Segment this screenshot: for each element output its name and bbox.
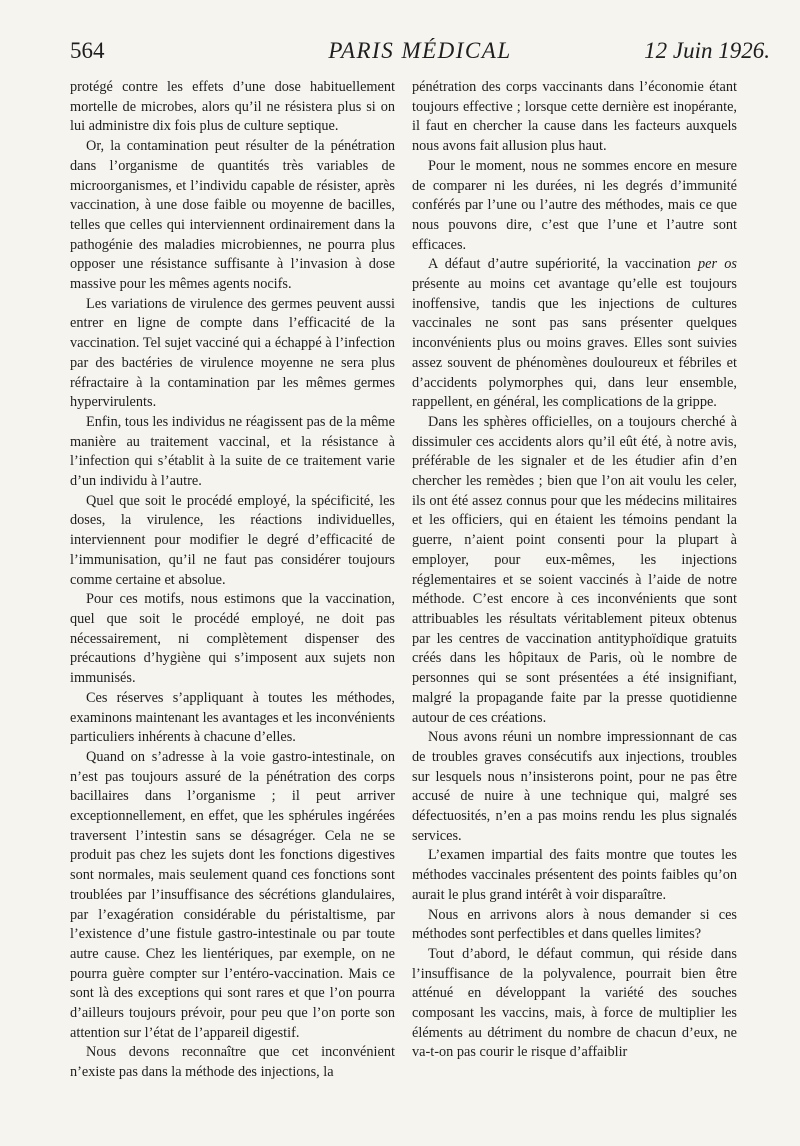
paragraph: Dans les sphères officielles, on a toujours cherché à dissimuler ces accidents alors qu’il eût été, à notre avis, préférable de les signaler et de les étudier afin d’en chercher les remèdes ; bien que l’on ait voulu les celer, ils ont été assez connus pour que les médecins militaires et les officiers, qui en étaient les témoins pendant la guerre, n’aient point consenti pour la plupart à employer, pour eux-mêmes, les injections réglementaires et se soient vaccinés à l’aide de notre méthode. C’est encore à ces inconvénients que sont attribuables les résultats véritablement piteux obtenus par les centres de vaccination antityphoïdique gratuits créés dans les hôpitaux de Paris, où le nombre de personnes qui se sont présentées a été insignifiant, malgré la propagande faite par la presse quotidienne autour de ces créations. [412, 413, 737, 726]
paragraph: pénétration des corps vaccinants dans l’économie étant toujours effective ; lorsque cette dernière est inopérante, il faut en chercher la cause dans les facteurs auxquels nous avons fait allusion plus haut. [412, 79, 737, 155]
paragraph: Les variations de virulence des germes peuvent aussi entrer en ligne de compte dans l’efficacité de la vaccination. Tel sujet vacciné qui a échappé à l’infection par des bactéries de virulence moyenne ne sera plus réfractaire à la contamination par les mêmes germes hypervirulents. [70, 295, 395, 411]
paragraph-per-os [412, 255, 737, 413]
paragraph: Pour le moment, nous ne sommes encore en mesure de comparer ni les durées, ni les degrés d’immunité conférés par l’une ou l’autre des méthodes, mais ce que nous pouvons dire, c’est que l’une et l’autre sont efficaces. [412, 157, 737, 253]
journal-title: PARIS MÉDICAL [328, 38, 512, 63]
left-column [70, 78, 395, 1083]
page-number: 564 [70, 38, 105, 63]
paragraph: Quel que soit le procédé employé, la spécificité, les doses, la virulence, les réactions individuelles, interviennent pour modifier le degré d’efficacité de l’immunisation, qu’il ne faut pas considérer toujours comme certaine et absolue. [70, 492, 395, 588]
paragraph: Or, la contamination peut résulter de la pénétration dans l’organisme de quantités très variables de microorganismes, et l’individu capable de résister, après vaccination, à une dose faible ou moyenne de bacilles, telles que celles qui interviennent ordinairement dans la pathogénie des maladies microbiennes, ne pourra plus opposer une résistance suffisante à l’invasion à dose massive pour les mêmes agents nocifs. [70, 138, 395, 293]
paragraph: Pour ces motifs, nous estimons que la vaccination, quel que soit le procédé employé, ne doit pas nécessairement, ni complètement dispenser des précautions d’hygiène qui s’imposent aux sujets non immunisés. [70, 591, 395, 687]
paragraph: Nous en arrivons alors à nous demander si ces méthodes sont perfectibles et dans quelles limites? [412, 906, 737, 943]
running-header [70, 38, 770, 78]
paragraph-rest: présente au moins cet avantage qu’elle est toujours inoffensive, tandis que les injections de cultures vaccinales ne sont pas sans présenter quelques inconvénients plus ou moins graves. Elles sont suivies assez souvent de phénomènes douloureux et fébriles et d’accidents polymorphes qui, dans leur ensemble, rappellent, en général, les complications de la grippe. [412, 276, 737, 411]
paragraph-lead: A défaut d’autre supériorité, la vaccination [428, 256, 698, 273]
issue-date: 12 Juin 1926. [644, 38, 770, 63]
right-column [412, 78, 737, 1063]
paragraph: Enfin, tous les individus ne réagissent pas de la même manière au traitement vaccinal, et la résistance à l’infection qui s’établit à la suite de ce traitement varie d’un individu à l’autre. [70, 413, 395, 490]
paragraph: L’examen impartial des faits montre que toutes les méthodes vaccinales présentent des points faibles qu’on aurait le plus grand intérêt à voir disparaître. [412, 847, 737, 903]
paragraph: Nous avons réuni un nombre impressionnant de cas de troubles graves consécutifs aux injections, troubles sur lesquels nous n’insisterons point, pour ne pas être accusé de nuire à une technique qui, malgré ses défectuosités, n’en a pas moins rendu les plus signalés services. [412, 729, 737, 844]
paragraph: Nous devons reconnaître que cet inconvénient n’existe pas dans la méthode des injections, la [70, 1044, 395, 1081]
paragraph: Ces réserves s’appliquant à toutes les méthodes, examinons maintenant les avantages et les inconvénients particuliers inhérents à chacune d’elles. [70, 689, 395, 746]
paragraph: Tout d’abord, le défaut commun, qui réside dans l’insuffisance de la polyvalence, pourrait bien être atténué en développant la variété des souches composant les vaccins, mais, à force de multiplier les éléments au détriment du nombre de chacun d’eux, ne va-t-on pas courir le risque d’affaiblir [412, 945, 737, 1061]
italic-term: per os [698, 256, 737, 273]
paragraph: protégé contre les effets d’une dose habituellement mortelle de microbes, alors qu’il ne résistera plus si on lui administre dix fois plus de culture septique. [70, 79, 395, 135]
paragraph: Quand on s’adresse à la voie gastro-intestinale, on n’est pas toujours assuré de la pénétration des corps bacillaires dans l’organisme ; il peut arriver exceptionnellement, en effet, que les sphérules ingérées traversent l’intestin sans se désagréger. Cela ne se produit pas chez les sujets dont les fonctions digestives sont normales, mais seulement quand ces fonctions sont troublées par l’insuffisance des sécrétions glandulaires, par l’exagération considérable du péristaltisme, par l’existence d’une fistule gastro-intestinale ou par toute autre cause. Chez les lientériques, par exemple, on ne pourra guère compter sur l’entéro-vaccination. Mais ce sont là des exceptions qui sont rares et que l’on pourra d’ailleurs toujours prévoir, pour peu que l’on porte son attention sur l’état de l’appareil digestif. [70, 748, 395, 1041]
